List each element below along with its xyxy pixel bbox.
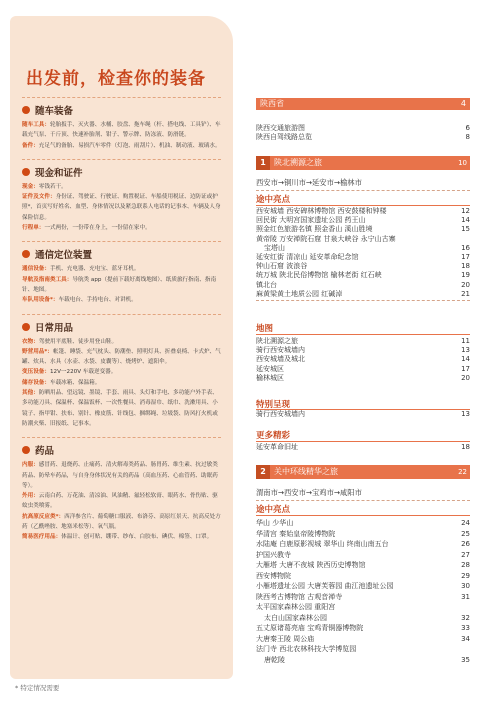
divider [22,241,221,242]
toc-entry-text: 延安革命旧址 [256,443,298,451]
special-heading: 特别呈现 [256,400,291,410]
toc-page-number: 13 [461,410,470,418]
section-heading-text: 日常用品 [35,322,74,334]
toc-page-number: 14 [461,355,470,364]
checklist-section [22,165,223,233]
entry-key: 导航及指南类工具： [22,276,73,283]
divider [256,205,470,206]
toc-page-number: 24 [461,519,470,527]
highlight-entry[interactable] [256,207,470,216]
entry-key: 备件： [22,142,39,149]
toc-page-number: 18 [461,443,470,451]
toc-entry-text: 黄帝陵 万安禅院石窟 甘泉大峡谷 永宁山古寨 [256,234,396,243]
footnote: * 特定情况需要 [15,684,60,692]
toc-entry-text: 陕西交通旅游图 [256,124,305,132]
more-entry[interactable] [256,443,470,452]
toc-entry-text: 榆林城区 [256,373,284,382]
toc-entry-text: 西安博物院 [256,571,291,580]
route-header[interactable] [256,156,470,170]
checklist-entry [22,141,223,151]
bullet-dot-icon [22,168,30,176]
entry-key: 变压设备： [22,369,50,376]
toc-page-number: 14 [461,216,470,225]
toc-page-number: 34 [461,634,470,643]
divider [256,441,470,442]
highlight-entry[interactable] [256,603,470,612]
entry-value: 西洋参含片、葡萄糖口服液、布洛芬、高原红景天、抗高反处方药（乙酰唑胺、地塞米松等）、氧气瓶。 [22,513,221,531]
highlight-entry[interactable] [256,235,470,244]
toc-page-number: 26 [461,540,470,548]
map-entry[interactable] [256,346,470,355]
toc-page-number: 27 [461,550,470,559]
highlight-entry[interactable] [256,551,470,560]
entry-value: 云南白药、万花油、清凉油、风油精、氟轻松软膏、眼药水、骨伤贴、驱蚊虫类喷雾。 [22,493,218,510]
equipment-checklist-panel [10,16,233,679]
bullet-dot-icon [22,446,30,454]
checklist-entry [22,347,223,368]
section-heading [22,320,223,334]
toc-page-number: 15 [461,225,470,234]
toc-entry-text: 陕北溯源之旅 [256,337,298,345]
entry-value: 身份证、驾驶证、行驶证、购置税证、车船使用税证、边防证或护照*，首页写好姓名、血型、身体情况以及紧急联系人电话的记事本、车辆及人身保险信息。 [22,194,221,221]
entry-key: 随车工具： [22,122,50,128]
route-number: 2 [256,465,270,479]
highlight-entry[interactable] [256,572,470,581]
toc-entry-text: 大雁塔 大唐不夜城 陕西历史博物馆 [256,561,366,569]
entry-value: 感冒药、退烧药、止痛药、清火解毒类药品、肠胃药、维生素、抗过敏类药品、防晕车药品，与自身身体状况有关的药品（高血压药、心血管药、助眠药等）。 [22,462,218,489]
entry-key: 车队用设备*： [22,297,59,304]
highlight-entry[interactable] [256,225,470,234]
entry-value: 手机、充电器、充电宝、蓝牙耳机。 [49,266,140,273]
highlight-entry[interactable] [256,614,470,623]
map-entry[interactable] [256,355,470,364]
toc-page-number: 8 [465,133,470,141]
checklist-entry [22,532,223,542]
entry-value: 12V一220V 车载逆变器。 [49,369,117,376]
toc-page-number: 11 [461,337,470,345]
highlight-entry[interactable] [256,262,470,271]
highlight-entry[interactable] [256,244,470,253]
checklist-entry [22,378,223,388]
map-entry[interactable] [256,374,470,383]
checklist-section [22,247,223,305]
toc-page-number: 29 [461,571,470,580]
section-header-shaanxi[interactable] [256,98,470,110]
toc-entry-text: 麻黄梁黄土地质公园 红碱淖 [256,289,343,298]
highlight-entry[interactable] [256,635,470,644]
highlight-entry[interactable] [256,519,470,528]
toc-entry-text: 陕西考古博物馆 古观音禅寺 [256,592,343,601]
highlight-entry[interactable] [256,561,470,570]
entry-key: 储存设备： [22,379,50,386]
entry-key: 行程单： [22,225,45,232]
entry-key: 证件及文件： [22,194,56,201]
entry-value: 轮胎扳手、灭火器、水桶、胶盘、拖车绳（杆、搭电线、工具铲）、车载充气泵、千斤顶、快速补胎剂、钳子、警示牌、防冻液、防滑链。 [22,122,221,139]
checklist-entry [22,388,223,429]
toc-entry-text: 回民街 大明宫国家遗址公园 药王山 [256,216,366,225]
entry-value: 零钱若干。 [38,183,67,190]
route-path: 西安市→铜川市→延安市→榆林市 [256,178,362,187]
section-heading-text: 通信定位装置 [35,250,93,262]
toc-page-number: 17 [461,253,470,261]
toc-page-number: 18 [461,262,470,271]
checklist-entry [22,182,223,192]
highlight-entry[interactable] [256,645,470,654]
section-heading-text: 药品 [35,446,55,458]
toc-entry-text: 护国兴教寺 [256,550,291,559]
checklist-entry [22,295,223,305]
checklist-entry [22,264,223,274]
route-page: 22 [458,468,467,476]
toc-page-number: 30 [461,582,470,590]
entry-value: 车载电台、手持电台、对讲机。 [58,297,137,304]
toc-entry-text: 统万城 陕北民俗博物馆 榆林老街 红石峡 [256,271,382,280]
checklist-section [22,443,223,542]
divider [256,190,470,191]
toc-entry-text: 华清宫 秦始皇帝陵博物院 [256,529,336,538]
checklist-entry [22,512,223,533]
toc-entry-text: 陕西自驾线路总览 [256,133,312,141]
divider [22,437,221,438]
toc-entry-text: 宝塔山 [264,243,285,252]
toc-page-number: 21 [461,289,470,298]
maps-heading: 地图 [256,324,274,334]
toc-page-number: 12 [461,207,470,215]
route-number: 1 [256,156,270,170]
highlight-entry[interactable] [256,540,470,549]
section-heading [22,103,223,117]
special-entry[interactable] [256,410,470,419]
toc-page-number: 6 [465,124,470,132]
toc-entry-text: 延安红街 清凉山 延安革命纪念馆 [256,253,359,261]
highlights-heading: 途中亮点 [256,505,291,515]
toc-entry-text: 太白山国家森林公园 [264,613,327,622]
highlight-entry[interactable] [256,253,470,262]
entry-key: 野营用品*： [22,348,53,355]
toc-page-number: 16 [461,243,470,252]
section-title: 陕西省 [260,99,284,108]
bullet-dot-icon [22,250,30,258]
toc-page-number: 19 [461,271,470,280]
entry-value: 驾驶用平底鞋、徒步用登山鞋。 [38,338,118,345]
checklist-section [22,103,223,151]
section-heading-text: 现金和证件 [35,167,83,179]
entry-key: 现金： [22,183,39,190]
toc-entry-text: 延安城区 [256,364,284,373]
entry-value: 充足气的备胎、易损汽车零件（灯泡、雨刮片）、机油、制动液、玻璃水。 [38,142,221,149]
divider [22,97,221,98]
highlight-entry[interactable] [256,216,470,225]
highlight-entry[interactable] [256,593,470,602]
entry-value: 一式两份，一份带在身上，一份留在家中。 [44,225,151,232]
toc-page-number: 32 [461,613,470,622]
route-path: 渭南市→西安市→宝鸡市→咸阳市 [256,488,362,497]
entry-key: 内服： [22,462,39,469]
route-page: 10 [458,159,467,167]
toc-entry-text: 大唐秦王陵 周公庙 [256,634,315,643]
toc-page-number: 25 [461,529,470,538]
map-entry[interactable] [256,337,470,346]
map-entry[interactable] [256,365,470,374]
entry-key: 外用： [22,493,39,500]
section-page: 4 [460,99,466,108]
divider [22,314,221,315]
highlight-entry[interactable] [256,624,470,633]
checklist-entry [22,120,223,141]
entry-value: 帐篷、睡袋、充气枕头、防潮垫、照明灯具、折叠桌椅、卡式炉、气罐、炊具、水具（水壶、水袋、皮囊等）、烧烤炉、遮阳伞。 [22,348,221,366]
checklist-entry [22,223,223,233]
checklist-entry [22,275,223,296]
toc-entry-text: 镇北台 [256,280,277,289]
highlight-entry[interactable] [256,281,470,290]
toc-page-number: 28 [461,561,470,569]
toc-entry-text: 太平国家森林公园 重阳宫 [256,603,336,611]
checklist-entry [22,192,223,223]
toc-entry-text: 法门寺 西北农林科技大学博览园 [256,645,357,653]
route-title: 关中环线精华之旅 [274,467,338,476]
divider [22,159,221,160]
toc-page-number: 20 [461,280,470,289]
more-heading: 更多精彩 [256,431,291,441]
checklist-entry [22,460,223,491]
divider [256,515,470,516]
bullet-dot-icon [22,106,30,114]
section-heading-text: 随车装备 [35,106,74,117]
checklist-title: 出发前，检查你的装备 [26,69,206,89]
toc-page-number: 13 [461,346,470,355]
toc-entry-text: 西安城墙 西安碑林博物馆 西安鼓楼和钟楼 [256,207,387,215]
route-header[interactable] [256,465,470,479]
highlight-entry[interactable] [256,582,470,591]
checklist-section [22,320,223,430]
toc-entry-text: 华山 少华山 [256,519,294,527]
highlight-entry[interactable] [256,656,470,665]
toc-page-number: 20 [461,373,470,382]
toc-entry-map[interactable] [256,124,470,133]
entry-value: 体温计、创可贴、绷带、纱布、白胶布、碘伏、棉签、口罩。 [61,534,213,541]
divider [256,300,470,301]
divider [256,334,470,335]
highlight-entry[interactable] [256,290,470,299]
highlight-entry[interactable] [256,271,470,280]
checklist-sections [10,103,233,543]
toc-entry-text: 小雁塔遗址公园 大唐芙蓉园 曲江池遗址公园 [256,582,394,590]
route-title: 陕北溯源之旅 [274,158,322,167]
entry-key: 衣物： [22,338,39,345]
entry-key: 简易医疗用品： [22,534,62,541]
section-heading [22,247,223,261]
toc-entry-text: 五丈原诸葛亮庙 宝鸡青铜器博物院 [256,624,364,632]
toc-entry-text: 唐乾陵 [264,655,285,664]
section-heading [22,443,223,457]
highlights-heading: 途中亮点 [256,195,291,205]
toc-entry-text: 钟山石窟 波浪谷 [256,262,308,271]
section-heading [22,165,223,179]
entry-key: 通信设备： [22,266,50,273]
bullet-dot-icon [22,323,30,331]
toc-page-number: 17 [461,364,470,373]
toc-entry-text: 骑行西安城墙内 [256,410,305,418]
highlight-entry[interactable] [256,530,470,539]
checklist-entry [22,367,223,377]
toc-entry-text: 照金红色旅游名镇 照金香山 溪山胜境 [256,225,373,234]
entry-value: 防晒用品、望远镜、墨镜、手套、雨具、头灯和手电、多功能户外手表、多功能刀具、保温杯、保温饭杯、一次性餐具、消毒湿巾、纸巾、洗漱用具、小镜子、指甲钳、扶布、别针、橡皮筋、针线包、捆绑绳、垃圾袋、防风打火机或防潮火柴、旧报纸、记事本。 [22,390,218,427]
toc-entry-text: 西安城墙及城北 [256,355,305,364]
entry-value: 导航类 app（提前下载好离线地图）、纸质旅行指南、指南针、地图。 [22,276,217,293]
toc-page-number: 31 [461,592,470,601]
toc-page-number: 35 [461,655,470,664]
checklist-entry [22,337,223,347]
entry-value: 车载冰箱、保温箱。 [49,379,101,386]
checklist-entry [22,491,223,512]
toc-entry-text: 水陆庵 白鹿原影视城 翠华山 终南山南五台 [256,540,389,548]
divider [256,500,470,501]
toc-entry-overview[interactable] [256,133,470,142]
toc-page-number: 33 [461,624,470,632]
toc-entry-text: 骑行西安城墙内 [256,346,305,355]
entry-key: 抗高原反应类*： [22,513,65,520]
entry-key: 其他： [22,390,39,397]
